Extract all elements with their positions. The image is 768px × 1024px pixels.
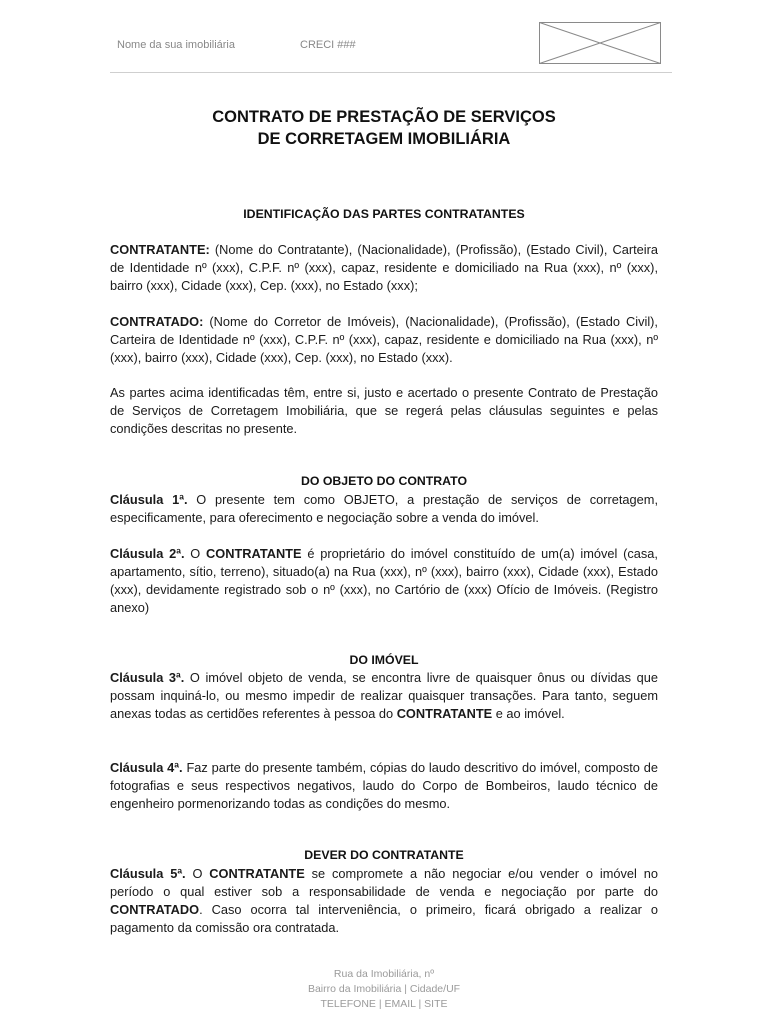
clause-2-text-rest: é proprietário do imóvel constituído de um(a) imóvel (casa, apartamento, sítio, terreno), situado(a) na Rua (xxx), nº (xxx), bairro (xxx), Cidade (xxx), Estado (xxx), devidamente registrado sob o nº (xxx), no Cartório de (xxx) Ofício de Imóveis. (Registro anexo) [110, 546, 658, 615]
clause-3-text-rest: e ao imóvel. [492, 706, 565, 721]
clause-3-paragraph [110, 669, 658, 723]
document-title [110, 106, 658, 150]
footer-neighborhood: Bairro da Imobiliária | Cidade/UF [307, 983, 461, 995]
clause-2-paragraph [110, 545, 658, 617]
clause-1-paragraph [110, 491, 658, 527]
page-header [110, 22, 672, 73]
contratante-label: CONTRATANTE: [110, 242, 210, 257]
clause-5-text-middle: se compromete a não negociar e/ou vender o imóvel no período o qual estiver sob a responsabilidade de venda e negociação por parte do [110, 866, 658, 899]
contratado-paragraph [110, 313, 658, 367]
logo-placeholder-icon [539, 22, 661, 64]
agency-name: Nome da sua imobiliária [117, 39, 235, 51]
clause-5-text-rest: . Caso ocorra tal interveniência, o primeiro, ficará obrigado a realizar o pagamento da comissão ora contratada. [110, 902, 658, 935]
intro-paragraph: As partes acima identificadas têm, entre si, justo e acertado o presente Contrato de Prestação de Serviços de Corretagem Imobiliária, que se regerá pelas cláusulas seguintes e pelas condições descritas no presente. [110, 385, 658, 436]
clause-2-contratante: CONTRATANTE [206, 546, 302, 561]
clause-4-label: Cláusula 4ª. [110, 760, 183, 775]
section-heading-imovel: DO IMÓVEL [349, 653, 419, 667]
creci-number: CRECI ### [300, 39, 356, 51]
contratado-text: (Nome do Corretor de Imóveis), (Nacionalidade), (Profissão), (Estado Civil), Carteira de Identidade nº (xxx), C.P.F. nº (xxx), capaz, residente e domiciliado na Rua (xxx), nº (xxx), bairro (xxx), Cidade (xxx), Cep. (xxx), no Estado (xxx). [110, 314, 658, 365]
footer-address: Rua da Imobiliária, nº [333, 968, 435, 980]
contratante-text: (Nome do Contratante), (Nacionalidade), (Profissão), (Estado Civil), Carteira de Identidade nº (xxx), C.P.F. nº (xxx), capaz, residente e domiciliado na Rua (xxx), nº (xxx), bairro (xxx), Cidade (xxx), Cep. (xxx), no Estado (xxx); [110, 242, 658, 293]
footer-contacts: TELEFONE | EMAIL | SITE [320, 998, 448, 1010]
clause-3-text: O imóvel objeto de venda, se encontra livre de quaisquer ônus ou dívidas que possam inquiná-lo, ou mesmo impedir de realizar quaisquer transações. Para tanto, seguem anexas todas as certidões referentes à pessoa do [110, 670, 658, 721]
clause-1-text: O presente tem como OBJETO, a prestação de serviços de corretagem, especificamente, para oferecimento e negociação sobre a venda do imóvel. [110, 492, 658, 525]
page-footer [110, 967, 658, 1012]
clause-3-contratante: CONTRATANTE [396, 706, 493, 721]
section-heading-dever: DEVER DO CONTRATANTE [304, 848, 464, 862]
title-line-1: CONTRATO DE PRESTAÇÃO DE SERVIÇOS [212, 108, 556, 126]
clause-5-paragraph [110, 865, 658, 937]
clause-5-label: Cláusula 5ª. [110, 866, 186, 881]
contratado-label: CONTRATADO: [110, 314, 204, 329]
clause-4-text: Faz parte do presente também, cópias do laudo descritivo do imóvel, composto de fotografias e seus respectivos negativos, laudo do Corpo de Bombeiros, laudo técnico de engenheiro pormenorizando todas as condições do mesmo. [110, 760, 658, 811]
clause-5-contratado: CONTRATADO [110, 902, 200, 917]
title-line-2: DE CORRETAGEM IMOBILIÁRIA [257, 130, 511, 148]
clause-3-label: Cláusula 3ª. [110, 670, 185, 685]
clause-2-label: Cláusula 2ª. [110, 546, 185, 561]
section-heading-identification: IDENTIFICAÇÃO DAS PARTES CONTRATANTES [243, 207, 525, 221]
clause-2-text: O [184, 546, 207, 561]
clause-5-text: O [185, 866, 210, 881]
section-heading-objeto: DO OBJETO DO CONTRATO [300, 474, 468, 488]
clause-1-label: Cláusula 1ª. [110, 492, 188, 507]
contratante-paragraph [110, 241, 658, 295]
clause-5-contratante: CONTRATANTE [209, 866, 305, 881]
clause-4-paragraph [110, 759, 658, 813]
